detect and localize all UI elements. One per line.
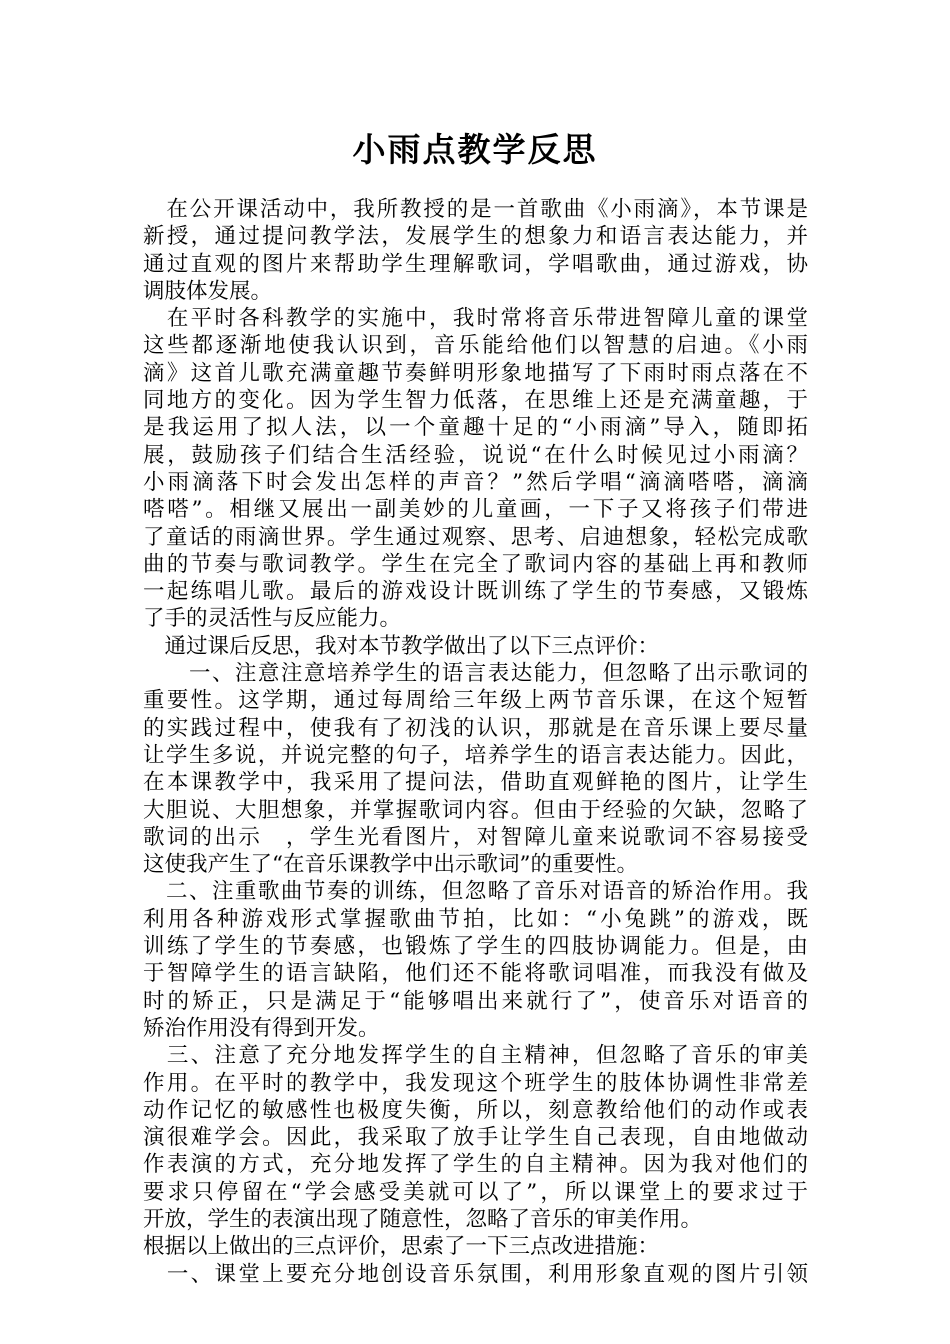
text-line: 嗒嗒”。相继又展出一副美妙的儿童画，一下子又将孩子们带进 <box>143 497 808 523</box>
text-line: 一、课堂上要充分地创设音乐氛围，利用形象直观的图片引领 <box>143 1261 808 1287</box>
text-line: 通过课后反思，我对本节教学做出了以下三点评价： <box>143 633 660 659</box>
text-line: 是我运用了拟人法，以一个童趣十足的“小雨滴”导入，随即拓 <box>143 415 808 441</box>
text-line: 新授，通过提问教学法，发展学生的想象力和语言表达能力，并 <box>143 224 808 250</box>
text-line: 调肢体发展。 <box>143 278 273 304</box>
text-line: 矫治作用没有得到开发。 <box>143 1015 380 1041</box>
text-line: 开放，学生的表演出现了随意性，忽略了音乐的审美作用。 <box>143 1206 703 1232</box>
text-line: 让学生多说，并说完整的句子，培养学生的语言表达能力。因此， <box>143 742 808 768</box>
text-line: 作用。在平时的教学中，我发现这个班学生的肢体协调性非常差 <box>143 1070 808 1096</box>
text-line: 曲的节奏与歌词教学。学生在完全了歌词内容的基础上再和教师 <box>143 551 808 577</box>
text-line: 一起练唱儿歌。最后的游戏设计既训练了学生的节奏感，又锻炼 <box>143 579 808 605</box>
text-line: 这使我产生了“在音乐课教学中出示歌词”的重要性。 <box>143 852 638 878</box>
text-line: 歌词的出示 ，学生光看图片，对智障儿童来说歌词不容易接受 <box>143 824 808 850</box>
text-line: 利用各种游戏形式掌握歌曲节拍，比如：“小兔跳”的游戏，既 <box>143 906 808 932</box>
text-line: 三、注意了充分地发挥学生的自主精神，但忽略了音乐的审美 <box>143 1043 808 1069</box>
text-line: 作表演的方式，充分地发挥了学生的自主精神。因为我对他们的 <box>143 1152 808 1178</box>
text-line: 通过直观的图片来帮助学生理解歌词，学唱歌曲，通过游戏，协 <box>143 251 808 277</box>
text-line: 动作记忆的敏感性也极度失衡，所以，刻意教给他们的动作或表 <box>143 1097 808 1123</box>
document-title: 小雨点教学反思 <box>352 130 598 169</box>
text-line: 在平时各科教学的实施中，我时常将音乐带进智障儿童的课堂 <box>143 306 808 332</box>
text-line: 展，鼓励孩子们结合生活经验，说说“在什么时候见过小雨滴？ <box>143 442 808 468</box>
text-line: 二、注重歌曲节奏的训练，但忽略了音乐对语音的矫治作用。我 <box>143 879 808 905</box>
text-line: 一、注意注意培养学生的语言表达能力，但忽略了出示歌词的 <box>143 661 808 687</box>
text-line: 小雨滴落下时会发出怎样的声音？”然后学唱“滴滴嗒嗒，滴滴 <box>143 469 808 495</box>
text-line: 根据以上做出的三点评价，思索了一下三点改进措施： <box>143 1234 660 1260</box>
document-body <box>143 196 808 1288</box>
text-line: 在公开课活动中，我所教授的是一首歌曲《小雨滴》，本节课是 <box>143 197 808 222</box>
text-line: 训练了学生的节奏感，也锻炼了学生的四肢协调能力。但是，由 <box>143 934 808 960</box>
text-line: 时的矫正，只是满足于“能够唱出来就行了”，使音乐对语音的 <box>143 988 808 1014</box>
text-line: 于智障学生的语言缺陷，他们还不能将歌词唱准，而我没有做及 <box>143 961 808 987</box>
text-line: 大胆说、大胆想象，并掌握歌词内容。但由于经验的欠缺，忽略了 <box>143 797 808 823</box>
text-line: 重要性。这学期，通过每周给三年级上两节音乐课，在这个短暂 <box>143 688 808 714</box>
text-line: 的实践过程中，使我有了初浅的认识，那就是在音乐课上要尽量 <box>143 715 808 741</box>
text-line: 这些都逐渐地使我认识到，音乐能给他们以智慧的启迪。《小雨 <box>143 333 808 359</box>
text-line: 在本课教学中，我采用了提问法，借助直观鲜艳的图片，让学生 <box>143 770 808 796</box>
text-line: 演很难学会。因此，我采取了放手让学生自己表现，自由地做动 <box>143 1125 808 1151</box>
text-line: 了童话的雨滴世界。学生通过观察、思考、启迪想象，轻松完成歌 <box>143 524 808 550</box>
text-line: 要求只停留在“学会感受美就可以了”，所以课堂上的要求过于 <box>143 1179 808 1205</box>
text-line: 同地方的变化。因为学生智力低落，在思维上还是充满童趣，于 <box>143 388 808 414</box>
text-line: 了手的灵活性与反应能力。 <box>143 606 402 632</box>
text-line: 滴》这首儿歌充满童趣节奏鲜明形象地描写了下雨时雨点落在不 <box>143 360 808 386</box>
